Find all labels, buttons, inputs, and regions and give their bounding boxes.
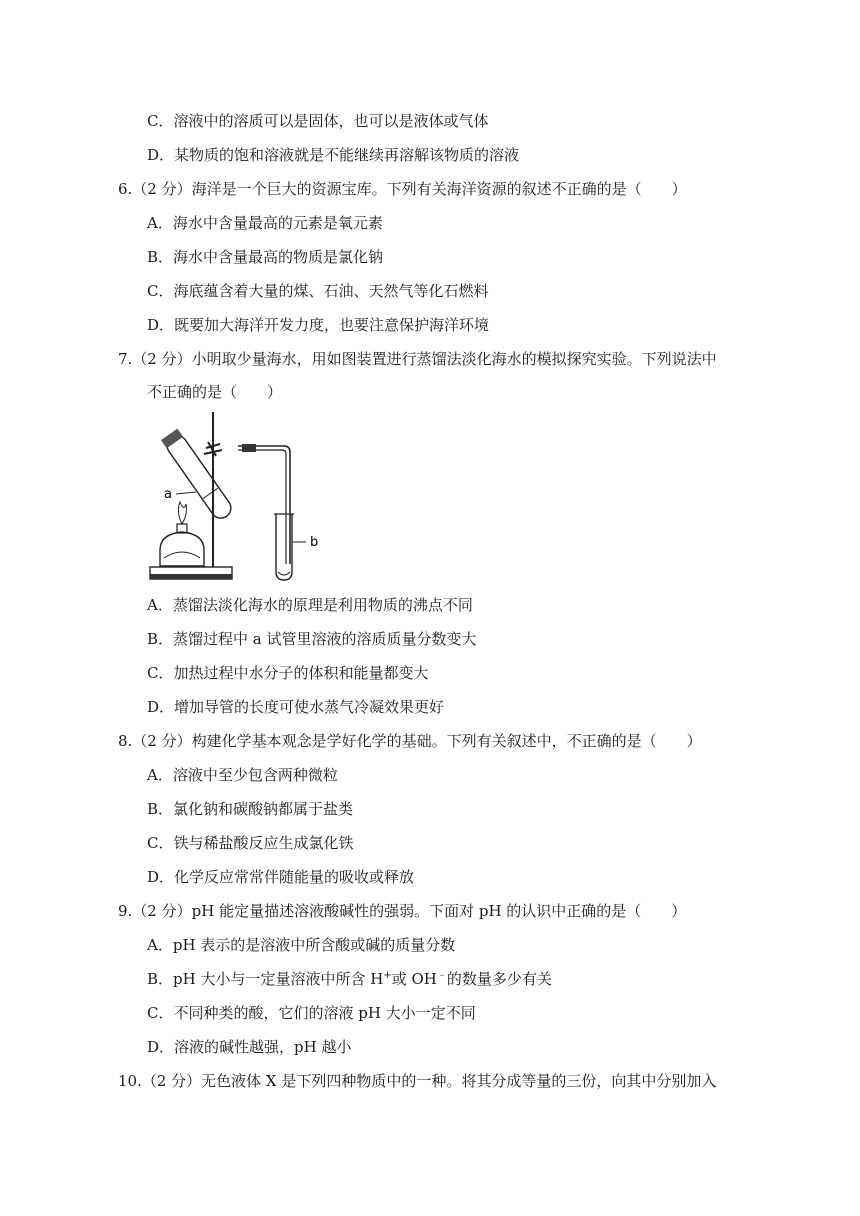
q9-stem: 9.（2 分）pH 能定量描述溶液酸碱性的强弱。下面对 pH 的认识中正确的是（ ） — [118, 902, 687, 920]
test-tube-a — [161, 429, 235, 522]
q9-option-d: D．溶液的碱性越强，pH 越小 — [147, 1038, 352, 1056]
alcohol-lamp — [160, 532, 204, 566]
q9-option-c: C．不同种类的酸，它们的溶液 pH 大小一定不同 — [147, 1004, 476, 1022]
q8-option-b: B．氯化钠和碳酸钠都属于盐类 — [147, 800, 354, 818]
lamp-liquid — [164, 552, 200, 558]
q6-option-b: B．海水中含量最高的物质是氯化钠 — [147, 248, 384, 266]
q10-stem: 10.（2 分）无色液体 X 是下列四种物质中的一种。将其分成等量的三份，向其中分别加入 — [118, 1072, 717, 1090]
q5-option-d: D．某物质的饱和溶液就是不能继续再溶解该物质的溶液 — [147, 146, 520, 164]
q6-option-c: C．海底蕴含着大量的煤、石油、天然气等化石燃料 — [147, 282, 489, 300]
q5-option-c: C．溶液中的溶质可以是固体，也可以是液体或气体 — [147, 112, 489, 130]
delivery-tube-inner — [238, 450, 286, 564]
tube-connector — [242, 444, 256, 452]
label-a-line — [176, 492, 196, 494]
q7-option-d: D．增加导管的长度可使水蒸气冷凝效果更好 — [147, 698, 445, 716]
q8-stem: 8.（2 分）构建化学基本观念是学好化学的基础。下列有关叙述中，不正确的是（ ） — [118, 732, 702, 750]
label-a: a — [164, 487, 172, 502]
delivery-tube — [238, 446, 290, 564]
q6-option-d: D．既要加大海洋开发力度，也要注意保护海洋环境 — [147, 316, 490, 334]
q8-option-d: D．化学反应常常伴随能量的吸收或释放 — [147, 868, 415, 886]
q7-option-a: A．蒸馏法淡化海水的原理是利用物质的沸点不同 — [147, 596, 473, 614]
q7-stem-line2: 不正确的是（ ） — [147, 383, 283, 401]
q9-option-b: B．pH 大小与一定量溶液中所含 H+或 OH﹣的数量多少有关 — [147, 970, 552, 988]
q9-option-a: A．pH 表示的是溶液中所含酸或碱的质量分数 — [147, 936, 456, 954]
q6-stem: 6.（2 分）海洋是一个巨大的资源宝库。下列有关海洋资源的叙述不正确的是（ ） — [118, 180, 687, 198]
q7-option-c: C．加热过程中水分子的体积和能量都变大 — [147, 664, 429, 682]
q7-option-b: B．蒸馏过程中 a 试管里溶液的溶质质量分数变大 — [147, 630, 477, 648]
distillation-apparatus-figure — [146, 408, 346, 586]
q8-option-a: A．溶液中至少包含两种微粒 — [147, 766, 338, 784]
stand-base-shadow — [150, 574, 232, 579]
q6-option-a: A．海水中含量最高的元素是氧元素 — [147, 214, 383, 232]
label-b: b — [310, 535, 319, 550]
q8-option-c: C．铁与稀盐酸反应生成氯化铁 — [147, 834, 354, 852]
flame — [178, 502, 186, 524]
q7-stem-line1: 7.（2 分）小明取少量海水，用如图装置进行蒸馏法淡化海水的模拟探究实验。下列说法中 — [118, 350, 717, 368]
